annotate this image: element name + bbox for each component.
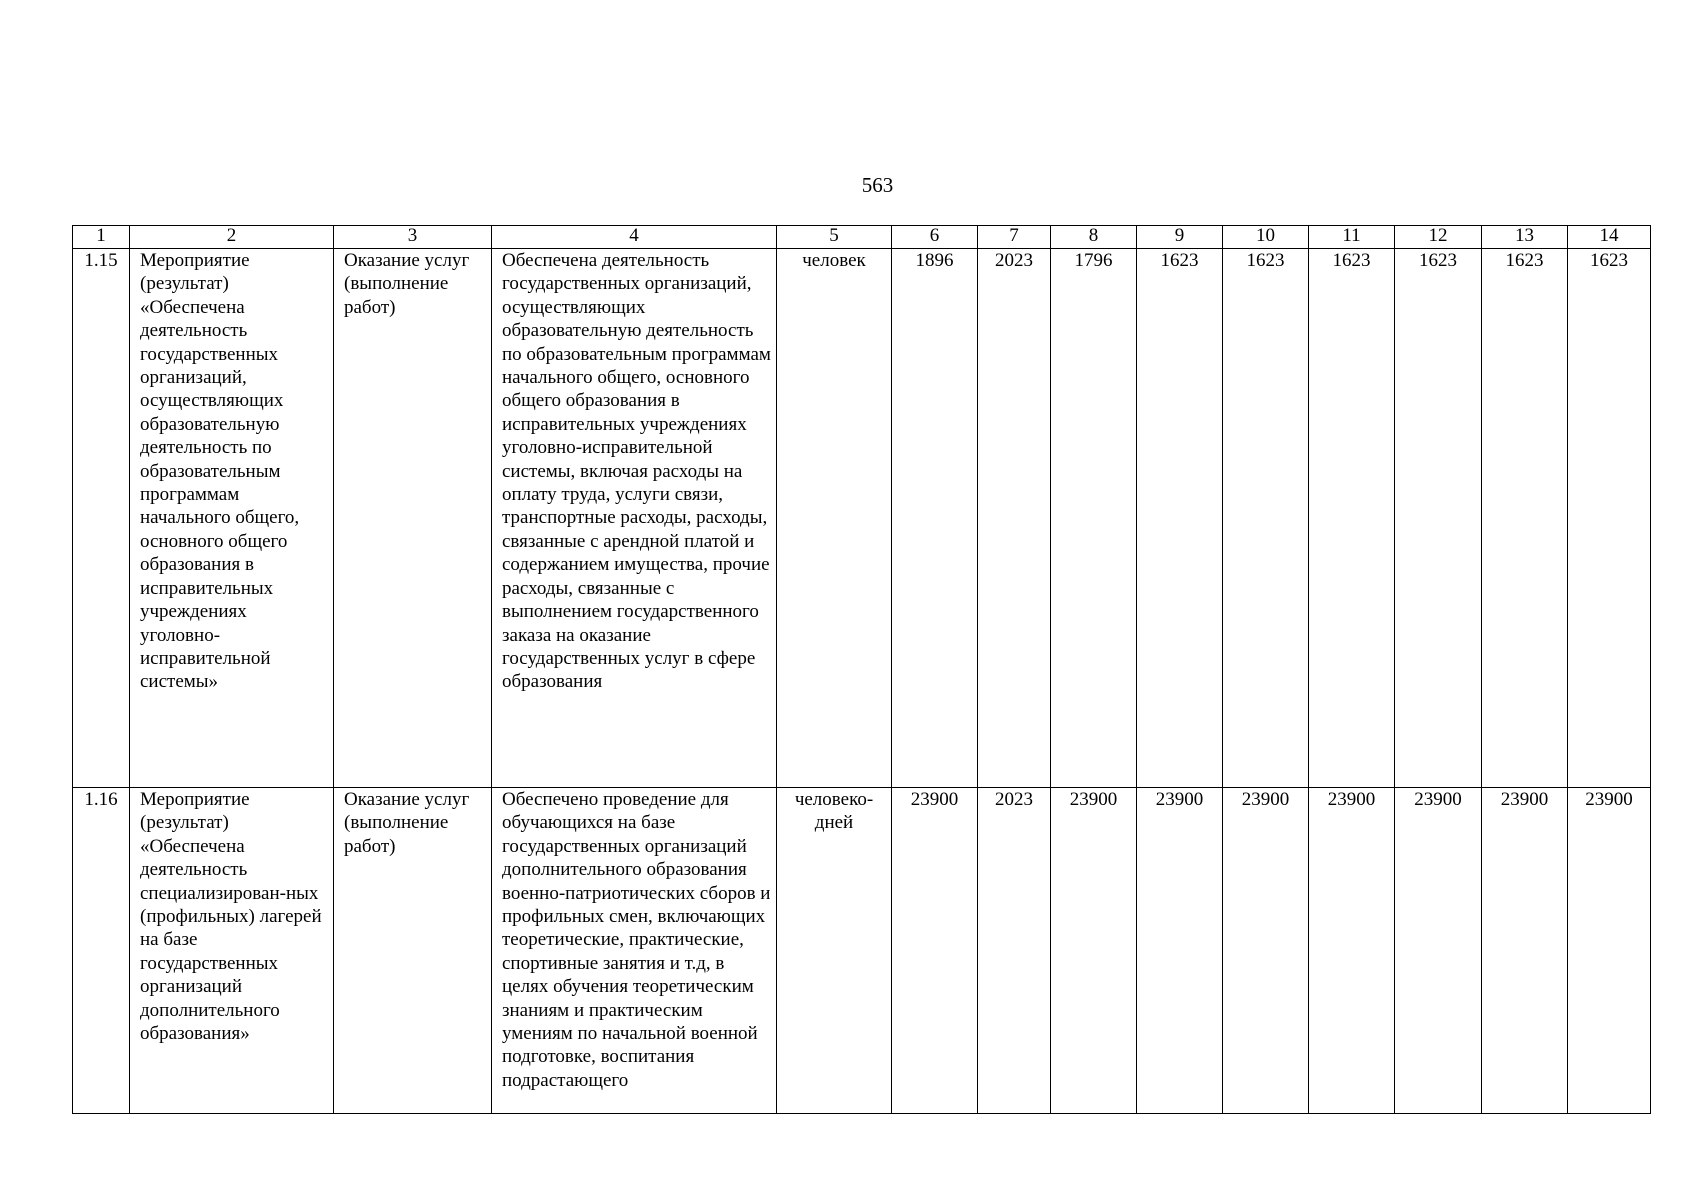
description-cell: Обеспечено проведение для обучающихся на базе государственных организаций дополнительного образования военно-патриотических сборов и профильных смен, включающих теоретические, практические, спортивные занятия и т.д, в целях обучения теоретическим знаниям и практическим умениям по начальной военной подготовке, воспитания подрастающего	[492, 788, 777, 1114]
value-cell: 23900	[1309, 788, 1395, 1114]
column-header: 8	[1051, 226, 1137, 249]
description-cell: Обеспечена деятельность государственных организаций, осуществляющих образовательную деятельность по образовательным программам начального общего, основного общего образования в исправительных учреждениях уголовно-исправительной системы, включая расходы на оплату труда, услуги связи, транспортные расходы, расходы, связанные с арендной платой и содержанием имущества, прочие расходы, связанные с выполнением государственного заказа на оказание государственных услуг в сфере образования	[492, 249, 777, 788]
column-header: 2	[130, 226, 334, 249]
value-cell: 1623	[1137, 249, 1223, 788]
column-header: 11	[1309, 226, 1395, 249]
column-header: 1	[73, 226, 130, 249]
document-table	[72, 225, 1651, 1114]
value-cell: 2023	[978, 788, 1051, 1114]
value-cell: 1623	[1395, 249, 1482, 788]
value-cell: 23900	[1482, 788, 1568, 1114]
column-header: 6	[892, 226, 978, 249]
table-row	[73, 249, 1651, 788]
page-number: 563	[861, 173, 894, 197]
value-cell: 23900	[1395, 788, 1482, 1114]
activity-cell: Мероприятие (результат) «Обеспечена деятельность специализирован-ных (профильных) лагерей на базе государственных организаций дополнительного образования»	[130, 788, 334, 1114]
value-cell: 1623	[1568, 249, 1651, 788]
value-cell: 1796	[1051, 249, 1137, 788]
value-cell: 23900	[1223, 788, 1309, 1114]
value-cell: 1623	[1223, 249, 1309, 788]
column-header: 13	[1482, 226, 1568, 249]
column-header: 14	[1568, 226, 1651, 249]
row-number: 1.15	[73, 249, 130, 788]
column-header: 5	[777, 226, 892, 249]
unit-cell: человеко-дней	[777, 788, 892, 1114]
value-cell: 1623	[1482, 249, 1568, 788]
value-cell: 23900	[1051, 788, 1137, 1114]
table-header-row	[73, 226, 1651, 249]
column-header: 3	[334, 226, 492, 249]
column-header: 4	[492, 226, 777, 249]
value-cell: 1896	[892, 249, 978, 788]
value-cell: 23900	[1137, 788, 1223, 1114]
value-cell: 1623	[1309, 249, 1395, 788]
activity-cell: Мероприятие (результат) «Обеспечена деятельность государственных организаций, осуществляющих образовательную деятельность по образовательным программам начального общего, основного общего образования в исправительных учреждениях уголовно-исправительной системы»	[130, 249, 334, 788]
value-cell: 23900	[1568, 788, 1651, 1114]
row-number: 1.16	[73, 788, 130, 1114]
type-cell: Оказание услуг (выполнение работ)	[334, 788, 492, 1114]
column-header: 9	[1137, 226, 1223, 249]
column-header: 7	[978, 226, 1051, 249]
column-header: 10	[1223, 226, 1309, 249]
table-row	[73, 788, 1651, 1114]
unit-cell: человек	[777, 249, 892, 788]
value-cell: 2023	[978, 249, 1051, 788]
type-cell: Оказание услуг (выполнение работ)	[334, 249, 492, 788]
column-header: 12	[1395, 226, 1482, 249]
value-cell: 23900	[892, 788, 978, 1114]
